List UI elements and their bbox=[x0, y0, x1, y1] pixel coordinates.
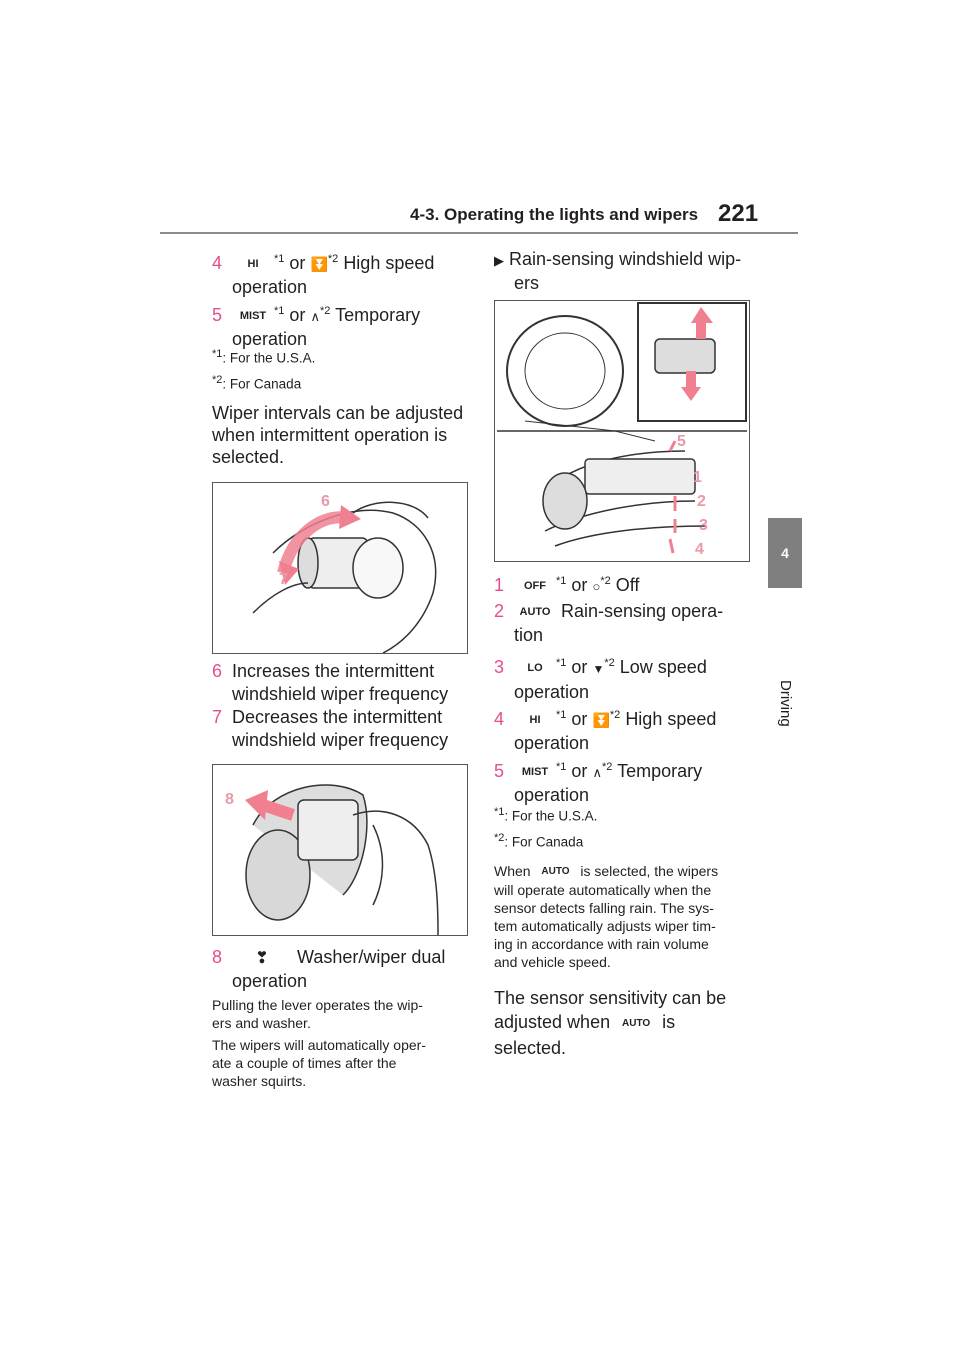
lever-note bbox=[212, 996, 472, 1032]
washer-note bbox=[212, 1036, 472, 1090]
chevron-up-icon: ∧ bbox=[310, 309, 320, 324]
footnote-ref: *1 bbox=[274, 253, 285, 265]
note-line: ers and washer. bbox=[212, 1015, 311, 1031]
item-number: 7 bbox=[212, 707, 223, 727]
sensitivity-paragraph bbox=[494, 986, 764, 1060]
para-text: adjusted when bbox=[494, 1012, 611, 1032]
intervals-paragraph bbox=[212, 402, 482, 468]
mist-icon: MIST bbox=[521, 766, 549, 778]
callout-2: 2 bbox=[697, 493, 706, 510]
footnote-ref: *2 bbox=[327, 253, 339, 265]
washer-lever-illustration bbox=[213, 765, 467, 935]
right-item-4 bbox=[494, 704, 754, 755]
footnote-2 bbox=[494, 832, 583, 850]
footnote-ref: *2 bbox=[600, 575, 611, 587]
or-text: or bbox=[571, 761, 588, 781]
item-number: 5 bbox=[494, 761, 505, 781]
triangle-bullet-icon: ▶ bbox=[494, 253, 504, 268]
item-text: High speed bbox=[625, 709, 717, 729]
item-text: operation bbox=[514, 785, 590, 805]
item-text: windshield wiper frequency bbox=[232, 730, 449, 750]
footnote-mark: *1 bbox=[212, 348, 223, 360]
footnote-ref: *1 bbox=[556, 761, 567, 773]
section-title: 4-3. Operating the lights and wipers bbox=[410, 205, 699, 224]
para-line: selected. bbox=[212, 447, 285, 467]
item-number: 4 bbox=[494, 709, 505, 729]
figure-intermittent-dial bbox=[212, 482, 468, 654]
lo-icon: LO bbox=[527, 662, 543, 674]
auto-icon: AUTO bbox=[622, 1018, 651, 1029]
item-text: Increases the intermittent bbox=[232, 661, 435, 681]
heading-text: Rain-sensing windshield wip- bbox=[509, 249, 742, 269]
para-line: selected. bbox=[494, 1038, 567, 1058]
hi-icon: HI bbox=[247, 258, 259, 270]
note-line: washer squirts. bbox=[212, 1073, 307, 1089]
para-line: Wiper intervals can be adjusted bbox=[212, 403, 464, 423]
item-text: Washer/wiper dual bbox=[297, 947, 446, 967]
right-item-1 bbox=[494, 570, 754, 598]
left-item-4 bbox=[212, 248, 472, 299]
left-item-7 bbox=[212, 706, 472, 752]
item-text: operation bbox=[232, 329, 308, 349]
item-text: windshield wiper frequency bbox=[232, 684, 449, 704]
item-text: High speed bbox=[343, 253, 435, 273]
right-item-3 bbox=[494, 652, 754, 704]
item-number: 1 bbox=[494, 575, 505, 595]
callout-4: 4 bbox=[695, 541, 704, 558]
hi-icon: HI bbox=[529, 714, 541, 726]
or-text: or bbox=[571, 575, 588, 595]
item-text: Rain-sensing opera- bbox=[561, 601, 724, 621]
footnote-1 bbox=[212, 348, 315, 366]
chapter-label: Driving bbox=[777, 680, 794, 727]
note-line: ing in accordance with rain volume bbox=[494, 936, 709, 952]
item-text: Temporary bbox=[335, 305, 421, 325]
double-chevron-down-icon: ⏬ bbox=[310, 256, 328, 272]
footnote-text: : For the U.S.A. bbox=[222, 350, 316, 366]
item-text: operation bbox=[232, 277, 308, 297]
or-text: or bbox=[571, 657, 588, 677]
item-text: Temporary bbox=[617, 761, 703, 781]
right-item-5 bbox=[494, 756, 754, 807]
rain-sensing-heading bbox=[494, 248, 754, 295]
note-line: The wipers will automatically oper- bbox=[212, 1037, 426, 1053]
item-text: Low speed bbox=[619, 657, 707, 677]
item-text: operation bbox=[514, 682, 590, 702]
footnote-ref: *1 bbox=[274, 305, 285, 317]
item-number: 5 bbox=[212, 305, 223, 325]
left-item-5 bbox=[212, 300, 472, 351]
note-text: is selected, the wipers bbox=[580, 863, 719, 879]
auto-icon: AUTO bbox=[541, 866, 570, 877]
item-number: 3 bbox=[494, 657, 505, 677]
header-divider bbox=[160, 232, 798, 234]
auto-note bbox=[494, 862, 754, 971]
footnote-mark: *2 bbox=[212, 374, 223, 386]
or-text: or bbox=[289, 305, 306, 325]
chevron-down-icon: ▼ bbox=[592, 662, 605, 676]
item-number: 2 bbox=[494, 601, 505, 621]
figure-washer-pull bbox=[212, 764, 468, 936]
footnote-mark: *1 bbox=[494, 806, 505, 818]
footnote-ref: *2 bbox=[604, 657, 615, 669]
footnote-ref: *2 bbox=[601, 761, 613, 773]
item-text: operation bbox=[232, 971, 308, 991]
footnote-ref: *1 bbox=[556, 657, 567, 669]
note-line bbox=[494, 862, 754, 881]
item-text: Decreases the intermittent bbox=[232, 707, 443, 727]
callout-3: 3 bbox=[699, 517, 708, 534]
off-icon: OFF bbox=[524, 580, 546, 592]
heading-text: ers bbox=[514, 273, 540, 293]
item-text: operation bbox=[514, 733, 590, 753]
footnote-ref: *1 bbox=[556, 709, 567, 721]
note-line: tem automatically adjusts wiper tim- bbox=[494, 918, 716, 934]
note-line: sensor detects falling rain. The sys- bbox=[494, 900, 714, 916]
item-number: 4 bbox=[212, 253, 223, 273]
left-item-8 bbox=[212, 946, 472, 993]
page-number: 221 bbox=[718, 200, 759, 227]
para-line: The sensor sensitivity can be bbox=[494, 988, 727, 1008]
para-text: is bbox=[662, 1012, 676, 1032]
footnote-ref: *2 bbox=[609, 709, 621, 721]
note-line: Pulling the lever operates the wip- bbox=[212, 997, 423, 1013]
callout-8: 8 bbox=[225, 791, 234, 808]
chapter-tab: 4 bbox=[768, 518, 802, 588]
washer-icon: ❣ bbox=[255, 950, 269, 967]
footnote-ref: *1 bbox=[556, 575, 567, 587]
footnote-ref: *2 bbox=[319, 305, 331, 317]
auto-icon: AUTO bbox=[519, 606, 551, 618]
item-number: 8 bbox=[212, 947, 223, 967]
callout-7: 7 bbox=[279, 571, 288, 588]
or-text: or bbox=[571, 709, 588, 729]
footnote-text: : For Canada bbox=[504, 834, 584, 850]
double-chevron-down-icon: ⏬ bbox=[592, 712, 610, 728]
footnote-text: : For the U.S.A. bbox=[504, 808, 598, 824]
callout-5: 5 bbox=[677, 433, 686, 450]
or-text: or bbox=[289, 253, 306, 273]
callout-6: 6 bbox=[321, 493, 330, 510]
rain-sensing-lever-illustration bbox=[495, 301, 749, 561]
left-item-6 bbox=[212, 660, 472, 706]
note-line: will operate automatically when the bbox=[494, 882, 712, 898]
note-line: ate a couple of times after the bbox=[212, 1055, 397, 1071]
footnote-1 bbox=[494, 806, 597, 824]
note-line: and vehicle speed. bbox=[494, 954, 611, 970]
chevron-up-icon: ∧ bbox=[592, 765, 602, 780]
callout-1: 1 bbox=[693, 469, 702, 486]
footnote-2 bbox=[212, 374, 301, 392]
item-text: tion bbox=[514, 625, 544, 645]
item-number: 6 bbox=[212, 661, 223, 681]
item-text: Off bbox=[615, 575, 640, 595]
circle-off-icon: ○ bbox=[592, 579, 601, 594]
wiper-dial-illustration bbox=[213, 483, 467, 653]
right-item-2 bbox=[494, 600, 754, 647]
para-line bbox=[494, 1010, 764, 1036]
note-text: When bbox=[494, 863, 531, 879]
para-line: when intermittent operation is bbox=[212, 425, 448, 445]
figure-rain-sensing bbox=[494, 300, 750, 562]
mist-icon: MIST bbox=[239, 310, 267, 322]
footnote-mark: *2 bbox=[494, 832, 505, 844]
footnote-text: : For Canada bbox=[222, 376, 302, 392]
